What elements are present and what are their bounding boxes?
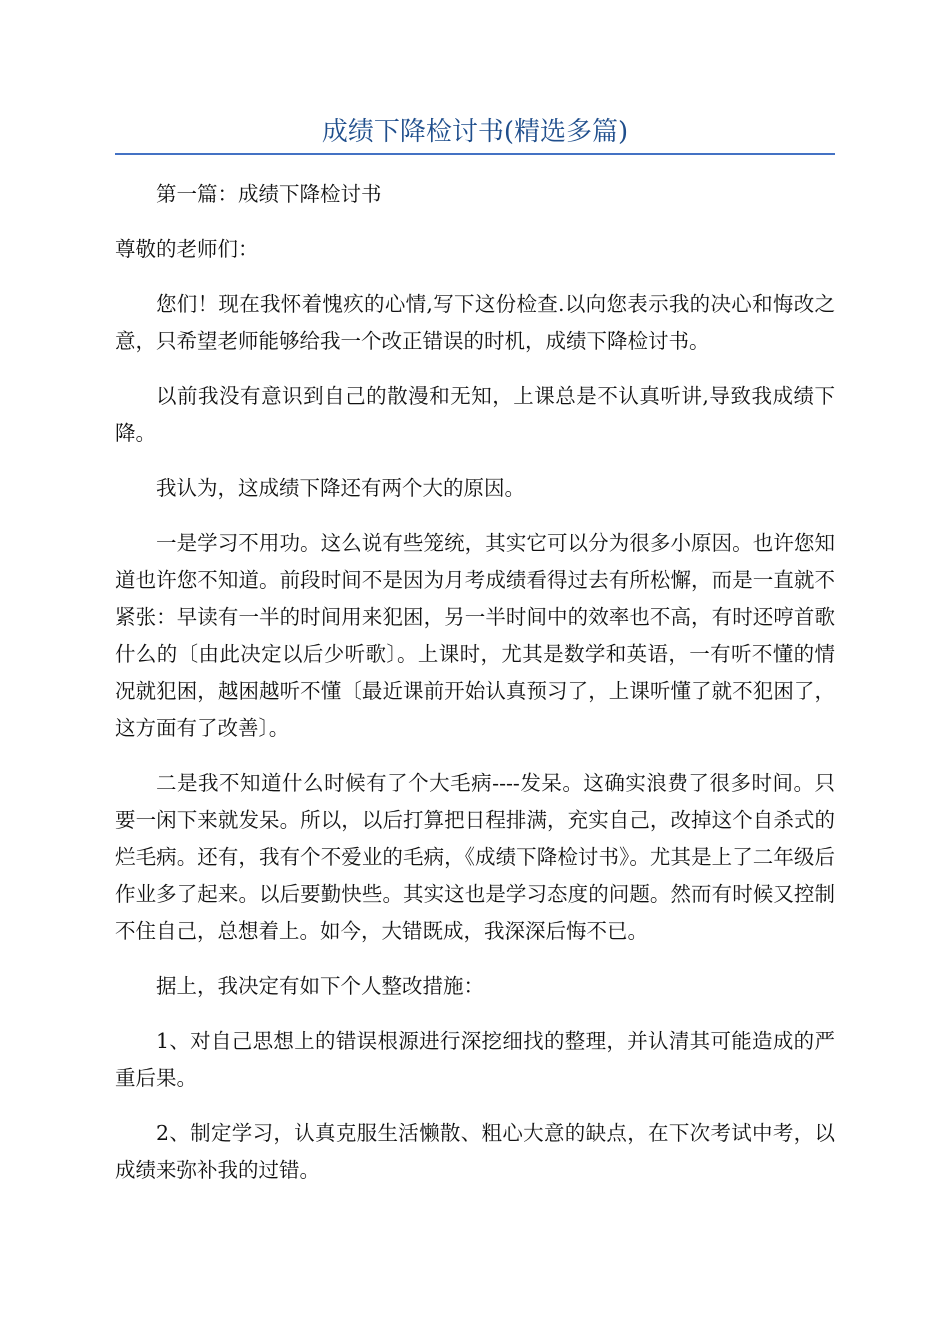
document-body — [115, 176, 835, 1207]
list-item: 2、制定学习，认真克服生活懒散、粗心大意的缺点，在下次考试中考，以成绩来弥补我的过错。 — [115, 1121, 835, 1182]
paragraph: 以前我没有意识到自己的散漫和无知，上课总是不认真听讲,导致我成绩下降。 — [115, 384, 835, 445]
document-title: 成绩下降检讨书(精选多篇) — [321, 117, 629, 147]
paragraph: 据上，我决定有如下个人整改措施： — [156, 974, 484, 998]
paragraph: 一是学习不用功。这么说有些笼统，其实它可以分为很多小原因。也许您知道也许您不知道。前段时间不是因为月考成绩看得过去有所松懈，而是一直就不紧张：早读有一半的时间用来犯困，另一半时间中的效率也不高，有时还哼首歌什么的〔由此决定以后少听歌〕。上课时，尤其是数学和英语，一有听不懂的情况就犯困，越困越听不懂〔最近课前开始认真预习了，上课听懂了就不犯困了，这方面有了改善〕。 — [115, 531, 835, 740]
paragraph: 二是我不知道什么时候有了个大毛病----发呆。这确实浪费了很多时间。只要一闲下来就发呆。所以，以后打算把日程排满，充实自己，改掉这个自杀式的烂毛病。还有，我有个不爱业的毛病，《成绩下降检讨书》。尤其是上了二年级后作业多了起来。以后要勤快些。其实这也是学习态度的问题。然而有时候又控制不住自己，总想着上。如今，大错既成，我深深后悔不已。 — [115, 771, 835, 943]
title-underline — [115, 153, 835, 155]
list-item: 1、对自己思想上的错误根源进行深挖细找的整理，并认清其可能造成的严重后果。 — [115, 1029, 835, 1090]
paragraph: 您们！现在我怀着愧疚的心情,写下这份检查.以向您表示我的决心和悔改之意，只希望老师能够给我一个改正错误的时机，成绩下降检讨书。 — [115, 292, 835, 353]
section-heading: 第一篇：成绩下降检讨书 — [156, 182, 382, 206]
paragraph: 我认为，这成绩下降还有两个大的原因。 — [156, 476, 525, 500]
salutation: 尊敬的老师们： — [115, 237, 259, 261]
